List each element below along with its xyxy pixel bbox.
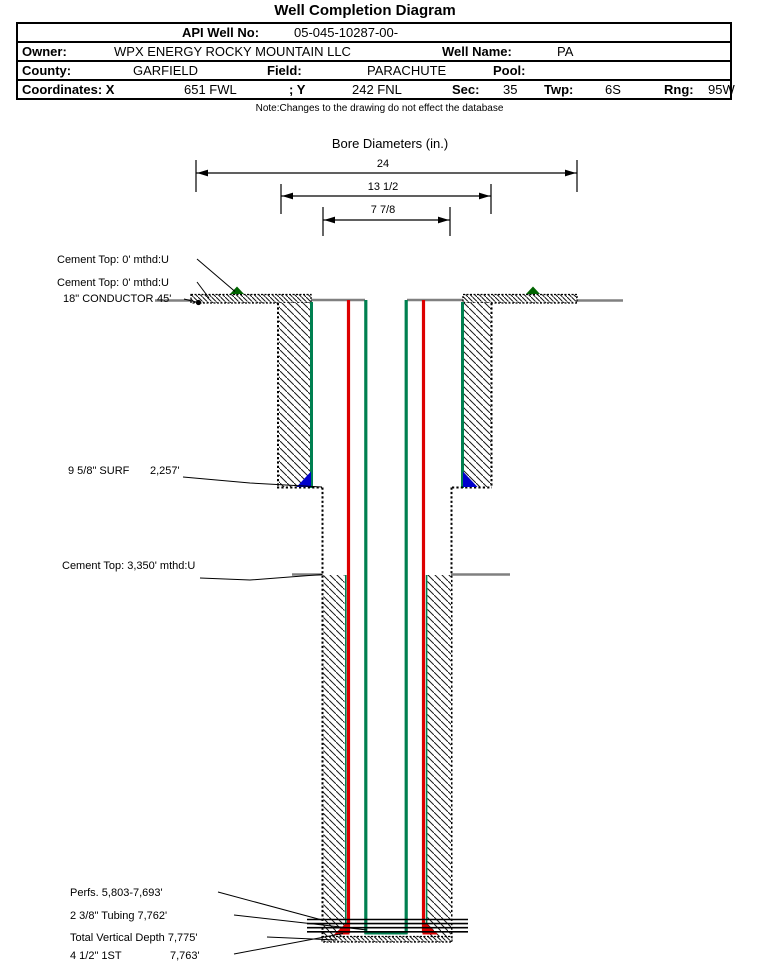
owner-label: Owner: [22,44,67,59]
conductor-leader-dot [196,300,201,305]
field-value: PARACHUTE [367,63,447,78]
wellbore-schematic [155,287,623,943]
tvd-label: Total Vertical Depth 7,775' [70,932,198,944]
arrow-left-icon [282,193,293,200]
x-value: 651 FWL [184,82,237,97]
dimension-7-7-8 [323,204,450,236]
surface-cement-right [464,303,491,487]
surface-cement-left [279,303,310,487]
api-value: 05-045-10287-00- [294,25,399,40]
api-label: API Well No: [182,25,260,40]
leader-line [234,934,343,955]
coordinates-label: Coordinates: X [22,82,115,97]
leader-line [218,892,322,920]
production-cement-left [324,575,345,937]
leader-line [197,259,235,292]
arrow-right-icon [479,193,490,200]
surface-casing-depth: 2,257' [150,465,180,477]
sec-label: Sec: [452,82,480,97]
bore-diameters-section [196,136,577,236]
cement-top-0-label-2: Cement Top: 0' mthd:U [57,277,169,289]
owner-value: WPX ENERGY ROCKY MOUNTAIN LLC [114,44,351,59]
rng-value: 95W [708,82,735,97]
bore-diameters-title: Bore Diameters (in.) [331,136,449,151]
county-value: GARFIELD [133,63,199,78]
conductor-label: 18" CONDUCTOR [63,293,154,305]
cement-top-0-label-1: Cement Top: 0' mthd:U [57,254,169,266]
county-label: County: [22,63,72,78]
dimension-7-label: 7 7/8 [370,204,396,216]
arrow-right-icon [565,170,576,177]
dimension-24-label: 24 [376,158,390,170]
cement-top-marker-icon [230,287,244,295]
y-label: ; Y [289,82,306,97]
cement-top-marker-icon [526,287,540,295]
cement-top-3350-label: Cement Top: 3,350' mthd:U [62,560,196,572]
conductor-depth: 45' [157,293,172,305]
perfs-label: Perfs. 5,803-7,693' [70,887,163,899]
pool-label: Pool: [493,63,526,78]
surface-casing-label: 9 5/8" SURF [68,465,130,477]
well-name-value: PA [557,44,574,59]
production-casing-label: 4 1/2" 1ST [70,950,122,962]
page-title: Well Completion Diagram [274,2,456,19]
sec-value: 35 [503,82,518,97]
field-label: Field: [267,63,302,78]
conductor-flange-left [191,295,311,304]
note-text: Note:Changes to the drawing do not effect the database [255,103,504,114]
y-value: 242 FNL [352,82,402,97]
rng-label: Rng: [664,82,694,97]
tubing-label: 2 3/8" Tubing 7,762' [70,910,168,922]
twp-label: Twp: [544,82,574,97]
dimension-13-label: 13 1/2 [367,181,399,193]
well-name-label: Well Name: [442,44,512,59]
diagram-annotations [57,254,367,962]
production-cement-right [428,575,452,937]
total-depth-bottom [322,937,452,943]
arrow-left-icon [197,170,208,177]
conductor-flange-right [463,295,577,304]
arrow-left-icon [324,217,335,224]
production-casing-depth: 7,763' [170,950,200,962]
twp-value: 6S [605,82,621,97]
arrow-right-icon [438,217,449,224]
